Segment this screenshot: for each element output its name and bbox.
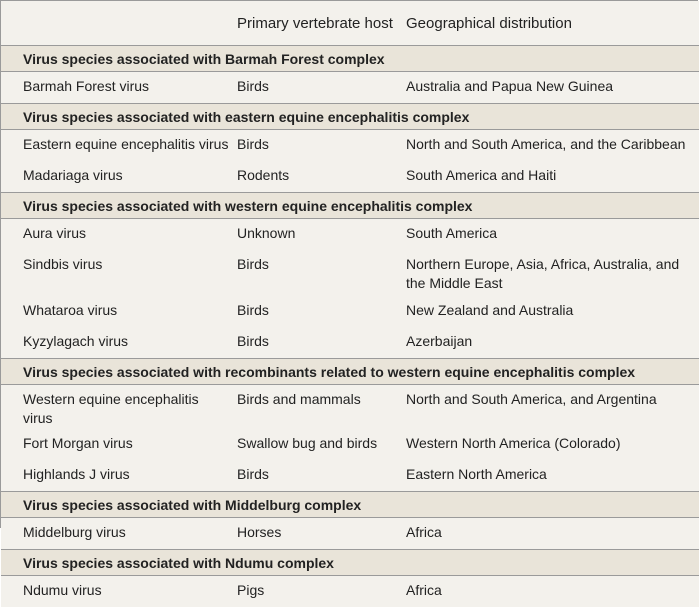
distribution-cell: South America and Haiti: [406, 161, 699, 193]
distribution-cell: Africa: [406, 576, 699, 607]
section-header-row: [1, 104, 699, 130]
table-row: [1, 72, 699, 104]
virus-table: [1, 1, 699, 607]
virus-name-cell: Middelburg virus: [1, 518, 237, 550]
virus-name-cell: Highlands J virus: [1, 460, 237, 492]
distribution-cell: Eastern North America: [406, 460, 699, 492]
virus-name-cell: Aura virus: [1, 219, 237, 251]
host-cell: Swallow bug and birds: [237, 429, 406, 460]
table-row: [1, 327, 699, 359]
distribution-cell: Northern Europe, Asia, Africa, Australia, and the Middle East: [406, 250, 699, 296]
table-row: [1, 161, 699, 193]
virus-name-cell: Kyzylagach virus: [1, 327, 237, 359]
virus-name-cell: Barmah Forest virus: [1, 72, 237, 104]
host-cell: Birds: [237, 130, 406, 162]
header-distribution: Geographical distribution: [406, 1, 699, 46]
section-header-row: [1, 550, 699, 576]
header-host: Primary vertebrate host: [237, 1, 406, 46]
virus-name-cell: Whataroa virus: [1, 296, 237, 327]
section-header-row: [1, 492, 699, 518]
virus-name-cell: Fort Morgan virus: [1, 429, 237, 460]
table-row: [1, 429, 699, 460]
section-title: Virus species associated with eastern equine encephalitis complex: [1, 104, 699, 130]
host-cell: Unknown: [237, 219, 406, 251]
section-title: Virus species associated with recombinants related to western equine encephalitis complex: [1, 359, 699, 385]
table-row: [1, 130, 699, 162]
host-cell: Pigs: [237, 576, 406, 607]
table-row: [1, 518, 699, 550]
host-cell: Birds: [237, 72, 406, 104]
host-cell: Rodents: [237, 161, 406, 193]
distribution-cell: Africa: [406, 518, 699, 550]
section-header-row: [1, 359, 699, 385]
section-title: Virus species associated with western equine encephalitis complex: [1, 193, 699, 219]
virus-name-cell: Western equine encephalitis virus: [1, 385, 237, 430]
distribution-cell: South America: [406, 219, 699, 251]
table-row: [1, 250, 699, 296]
section-title: Virus species associated with Middelburg complex: [1, 492, 699, 518]
table-row: [1, 296, 699, 327]
distribution-cell: Western North America (Colorado): [406, 429, 699, 460]
virus-name-cell: Ndumu virus: [1, 576, 237, 607]
section-header-row: [1, 46, 699, 72]
host-cell: Birds: [237, 327, 406, 359]
distribution-cell: Australia and Papua New Guinea: [406, 72, 699, 104]
table-header: [1, 1, 699, 46]
virus-name-cell: Eastern equine encephalitis virus: [1, 130, 237, 162]
section-title: Virus species associated with Barmah Forest complex: [1, 46, 699, 72]
host-cell: Birds: [237, 460, 406, 492]
table-row: [1, 219, 699, 251]
section-title: Virus species associated with Ndumu complex: [1, 550, 699, 576]
host-cell: Horses: [237, 518, 406, 550]
distribution-cell: Azerbaijan: [406, 327, 699, 359]
table-row: [1, 576, 699, 607]
distribution-cell: New Zealand and Australia: [406, 296, 699, 327]
section-header-row: [1, 193, 699, 219]
virus-name-cell: Sindbis virus: [1, 250, 237, 296]
distribution-cell: North and South America, and Argentina: [406, 385, 699, 430]
virus-name-cell: Madariaga virus: [1, 161, 237, 193]
table-row: [1, 385, 699, 430]
table-row: [1, 460, 699, 492]
table-body: [1, 46, 699, 607]
host-cell: Birds: [237, 250, 406, 296]
host-cell: Birds: [237, 296, 406, 327]
distribution-cell: North and South America, and the Caribbean: [406, 130, 699, 162]
header-species: [1, 1, 237, 46]
host-cell: Birds and mammals: [237, 385, 406, 430]
